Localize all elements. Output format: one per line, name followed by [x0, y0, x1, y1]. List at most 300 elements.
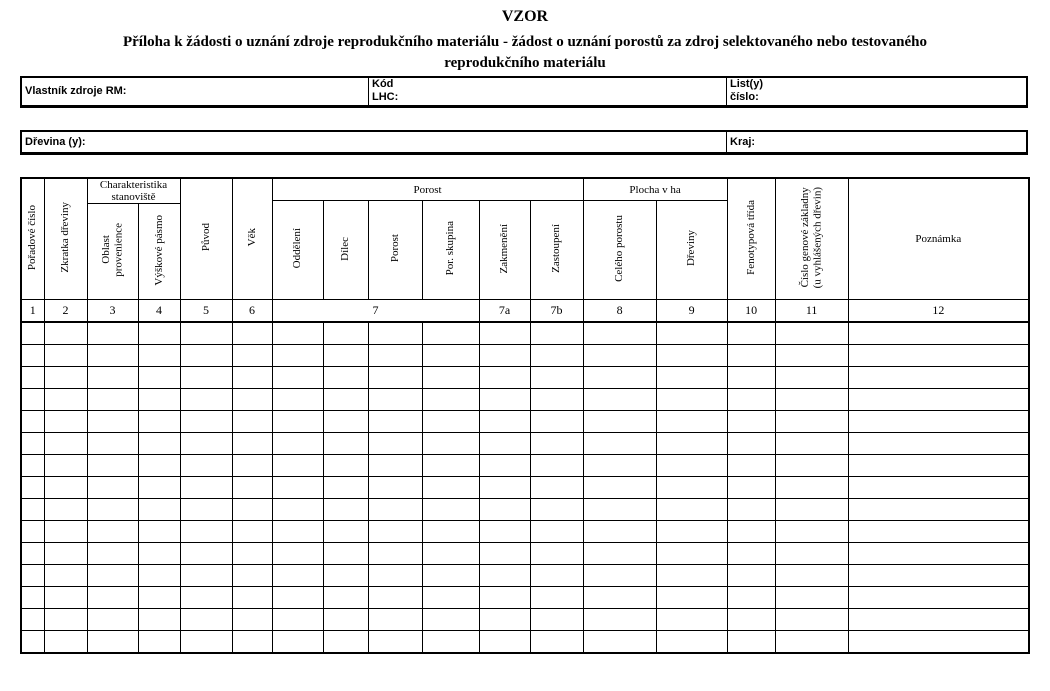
table-cell[interactable]	[583, 433, 656, 455]
table-cell[interactable]	[21, 367, 44, 389]
table-cell[interactable]	[272, 433, 323, 455]
table-row	[21, 543, 1029, 565]
table-cell[interactable]	[530, 455, 583, 477]
table-row	[21, 322, 1029, 345]
column-number: 8	[583, 300, 656, 323]
list-cislo-field[interactable]	[726, 78, 1026, 105]
table-cell[interactable]	[727, 521, 775, 543]
table-cell[interactable]	[232, 521, 272, 543]
table-cell[interactable]	[44, 345, 87, 367]
table-cell[interactable]	[422, 609, 479, 631]
table-cell[interactable]	[848, 433, 1029, 455]
table-cell[interactable]	[479, 411, 530, 433]
table-row	[21, 411, 1029, 433]
table-cell[interactable]	[21, 631, 44, 654]
table-cell[interactable]	[180, 609, 232, 631]
table-cell[interactable]	[272, 521, 323, 543]
table-cell[interactable]	[138, 411, 180, 433]
table-cell[interactable]	[232, 433, 272, 455]
column-number: 2	[44, 300, 87, 323]
table-cell[interactable]	[530, 543, 583, 565]
table-cell[interactable]	[368, 322, 422, 345]
table-cell[interactable]	[479, 521, 530, 543]
table-cell[interactable]	[87, 367, 138, 389]
column-number: 3	[87, 300, 138, 323]
table-cell[interactable]	[272, 477, 323, 499]
table-cell[interactable]	[368, 565, 422, 587]
header-label: Zkratka dřeviny	[59, 202, 72, 273]
table-cell[interactable]	[138, 389, 180, 411]
header-label: Celého porostu	[613, 215, 626, 282]
table-cell[interactable]	[87, 389, 138, 411]
table-cell[interactable]	[422, 345, 479, 367]
table-cell[interactable]	[583, 521, 656, 543]
table-cell[interactable]	[656, 565, 727, 587]
table-cell[interactable]	[848, 367, 1029, 389]
table-cell[interactable]	[479, 609, 530, 631]
table-cell[interactable]	[323, 477, 368, 499]
table-cell[interactable]	[530, 389, 583, 411]
table-cell[interactable]	[21, 587, 44, 609]
header-label: Původ	[199, 223, 212, 252]
table-cell[interactable]	[656, 433, 727, 455]
table-cell[interactable]	[323, 543, 368, 565]
table-cell[interactable]	[87, 631, 138, 654]
table-cell[interactable]	[180, 322, 232, 345]
header-label: Porost	[388, 234, 401, 263]
table-cell[interactable]	[368, 543, 422, 565]
table-cell[interactable]	[44, 367, 87, 389]
table-cell[interactable]	[180, 543, 232, 565]
table-cell[interactable]	[656, 477, 727, 499]
table-cell[interactable]	[87, 565, 138, 587]
table-cell[interactable]	[530, 565, 583, 587]
table-cell[interactable]	[180, 367, 232, 389]
table-cell[interactable]	[232, 587, 272, 609]
table-cell[interactable]	[656, 631, 727, 654]
table-cell[interactable]	[232, 565, 272, 587]
table-cell[interactable]	[44, 322, 87, 345]
table-cell[interactable]	[323, 631, 368, 654]
table-cell[interactable]	[87, 345, 138, 367]
table-cell[interactable]	[530, 433, 583, 455]
table-cell[interactable]	[422, 389, 479, 411]
table-cell[interactable]	[138, 367, 180, 389]
table-cell[interactable]	[479, 477, 530, 499]
table-cell[interactable]	[727, 477, 775, 499]
table-cell[interactable]	[87, 587, 138, 609]
table-cell[interactable]	[272, 543, 323, 565]
table-cell[interactable]	[180, 631, 232, 654]
table-cell[interactable]	[368, 631, 422, 654]
kod-lhc-field[interactable]	[368, 78, 726, 105]
table-cell[interactable]	[87, 521, 138, 543]
table-cell[interactable]	[775, 499, 848, 521]
table-cell[interactable]	[848, 631, 1029, 654]
table-cell[interactable]	[323, 345, 368, 367]
table-cell[interactable]	[530, 631, 583, 654]
drevina-label: Dřevina (y):	[25, 136, 86, 148]
table-cell[interactable]	[422, 455, 479, 477]
table-cell[interactable]	[848, 477, 1029, 499]
table-cell[interactable]	[422, 411, 479, 433]
table-cell[interactable]	[775, 455, 848, 477]
table-cell[interactable]	[44, 433, 87, 455]
table-cell[interactable]	[656, 587, 727, 609]
table-cell[interactable]	[44, 543, 87, 565]
table-cell[interactable]	[272, 455, 323, 477]
table-cell[interactable]	[727, 543, 775, 565]
table-cell[interactable]	[232, 411, 272, 433]
table-cell[interactable]	[44, 499, 87, 521]
table-cell[interactable]	[232, 477, 272, 499]
table-cell[interactable]	[656, 521, 727, 543]
table-cell[interactable]	[368, 587, 422, 609]
column-number: 1	[21, 300, 44, 323]
table-cell[interactable]	[848, 543, 1029, 565]
table-cell[interactable]	[21, 499, 44, 521]
table-cell[interactable]	[232, 609, 272, 631]
table-cell[interactable]	[138, 609, 180, 631]
table-cell[interactable]	[323, 322, 368, 345]
table-cell[interactable]	[422, 587, 479, 609]
table-cell[interactable]	[138, 521, 180, 543]
table-cell[interactable]	[775, 521, 848, 543]
table-cell[interactable]	[180, 477, 232, 499]
header-zastoupeni	[530, 201, 583, 300]
table-cell[interactable]	[775, 565, 848, 587]
table-cell[interactable]	[44, 455, 87, 477]
table-cell[interactable]	[583, 609, 656, 631]
header-vek	[232, 178, 272, 300]
table-cell[interactable]	[272, 411, 323, 433]
table-cell[interactable]	[583, 367, 656, 389]
table-cell[interactable]	[138, 345, 180, 367]
table-cell[interactable]	[138, 587, 180, 609]
header-poznamka: Poznámka	[848, 178, 1029, 300]
table-cell[interactable]	[180, 433, 232, 455]
table-cell[interactable]	[232, 367, 272, 389]
table-cell[interactable]	[87, 433, 138, 455]
table-cell[interactable]	[775, 345, 848, 367]
table-cell[interactable]	[727, 433, 775, 455]
table-cell[interactable]	[87, 455, 138, 477]
table-cell[interactable]	[479, 565, 530, 587]
table-cell[interactable]	[848, 322, 1029, 345]
table-cell[interactable]	[422, 433, 479, 455]
table-cell[interactable]	[530, 587, 583, 609]
table-cell[interactable]	[479, 587, 530, 609]
table-cell[interactable]	[656, 389, 727, 411]
table-cell[interactable]	[87, 609, 138, 631]
table-cell[interactable]	[138, 477, 180, 499]
table-cell[interactable]	[323, 587, 368, 609]
table-cell[interactable]	[656, 499, 727, 521]
document-subtitle-line2: reprodukčního materiálu	[444, 55, 606, 71]
table-cell[interactable]	[138, 455, 180, 477]
table-cell[interactable]	[775, 631, 848, 654]
table-cell[interactable]	[775, 609, 848, 631]
table-cell[interactable]	[479, 345, 530, 367]
table-cell[interactable]	[272, 631, 323, 654]
owner-field[interactable]	[22, 78, 368, 105]
table-cell[interactable]	[848, 521, 1029, 543]
header-vyskove-pasmo	[138, 204, 180, 300]
table-cell[interactable]	[232, 631, 272, 654]
table-cell[interactable]	[848, 389, 1029, 411]
table-cell[interactable]	[727, 499, 775, 521]
table-cell[interactable]	[44, 631, 87, 654]
table-cell[interactable]	[656, 455, 727, 477]
table-cell[interactable]	[530, 345, 583, 367]
table-cell[interactable]	[530, 521, 583, 543]
owner-info-box	[20, 76, 1028, 108]
table-cell[interactable]	[530, 609, 583, 631]
table-cell[interactable]	[727, 565, 775, 587]
table-cell[interactable]	[44, 477, 87, 499]
table-cell[interactable]	[138, 433, 180, 455]
table-cell[interactable]	[44, 521, 87, 543]
table-row	[21, 345, 1029, 367]
table-cell[interactable]	[656, 322, 727, 345]
column-number-row	[21, 300, 1029, 323]
table-cell[interactable]	[272, 367, 323, 389]
table-cell[interactable]	[656, 609, 727, 631]
table-cell[interactable]	[583, 631, 656, 654]
table-cell[interactable]	[87, 477, 138, 499]
table-cell[interactable]	[323, 411, 368, 433]
table-cell[interactable]	[479, 367, 530, 389]
table-row	[21, 477, 1029, 499]
header-porost	[368, 201, 422, 300]
column-number: 12	[848, 300, 1029, 323]
table-cell[interactable]	[21, 455, 44, 477]
table-cell[interactable]	[232, 455, 272, 477]
table-cell[interactable]	[272, 499, 323, 521]
header-por-skupina	[422, 201, 479, 300]
table-cell[interactable]	[138, 322, 180, 345]
table-cell[interactable]	[44, 587, 87, 609]
table-cell[interactable]	[21, 433, 44, 455]
table-cell[interactable]	[848, 455, 1029, 477]
table-cell[interactable]	[368, 521, 422, 543]
table-cell[interactable]	[727, 411, 775, 433]
table-cell[interactable]	[138, 499, 180, 521]
table-cell[interactable]	[232, 389, 272, 411]
table-cell[interactable]	[727, 609, 775, 631]
table-cell[interactable]	[583, 389, 656, 411]
table-cell[interactable]	[368, 499, 422, 521]
table-cell[interactable]	[44, 565, 87, 587]
header-label: Výškové pásmo	[152, 214, 165, 286]
table-cell[interactable]	[21, 609, 44, 631]
table-row	[21, 389, 1029, 411]
table-row	[21, 609, 1029, 631]
header-label: Dílec	[339, 236, 352, 261]
table-cell[interactable]	[44, 609, 87, 631]
table-cell[interactable]	[479, 455, 530, 477]
table-cell[interactable]	[368, 433, 422, 455]
table-cell[interactable]	[530, 367, 583, 389]
table-cell[interactable]	[272, 322, 323, 345]
table-cell[interactable]	[656, 543, 727, 565]
table-cell[interactable]	[656, 411, 727, 433]
table-cell[interactable]	[272, 565, 323, 587]
table-cell[interactable]	[848, 565, 1029, 587]
table-cell[interactable]	[180, 565, 232, 587]
table-row	[21, 499, 1029, 521]
table-cell[interactable]	[422, 477, 479, 499]
table-cell[interactable]	[775, 477, 848, 499]
table-cell[interactable]	[323, 565, 368, 587]
header-label	[799, 187, 824, 288]
table-cell[interactable]	[727, 322, 775, 345]
table-cell[interactable]	[323, 499, 368, 521]
table-cell[interactable]	[21, 521, 44, 543]
table-cell[interactable]	[583, 345, 656, 367]
header-zakmeneni	[479, 201, 530, 300]
table-cell[interactable]	[272, 389, 323, 411]
table-cell[interactable]	[323, 455, 368, 477]
table-cell[interactable]	[368, 609, 422, 631]
table-cell[interactable]	[180, 345, 232, 367]
table-cell[interactable]	[479, 433, 530, 455]
table-cell[interactable]	[422, 631, 479, 654]
table-cell[interactable]	[530, 411, 583, 433]
table-cell[interactable]	[775, 587, 848, 609]
drevina-field[interactable]	[22, 132, 726, 152]
table-cell[interactable]	[656, 367, 727, 389]
table-cell[interactable]	[775, 389, 848, 411]
table-cell[interactable]	[368, 455, 422, 477]
table-cell[interactable]	[368, 367, 422, 389]
table-cell[interactable]	[775, 367, 848, 389]
table-cell[interactable]	[21, 565, 44, 587]
table-cell[interactable]	[530, 477, 583, 499]
table-cell[interactable]	[180, 521, 232, 543]
table-cell[interactable]	[323, 433, 368, 455]
table-cell[interactable]	[180, 587, 232, 609]
table-cell[interactable]	[44, 411, 87, 433]
table-cell[interactable]	[138, 543, 180, 565]
table-cell[interactable]	[323, 609, 368, 631]
table-cell[interactable]	[530, 499, 583, 521]
table-cell[interactable]	[138, 631, 180, 654]
table-cell[interactable]	[727, 389, 775, 411]
table-cell[interactable]	[479, 389, 530, 411]
table-cell[interactable]	[848, 609, 1029, 631]
table-cell[interactable]	[232, 499, 272, 521]
table-cell[interactable]	[368, 411, 422, 433]
table-cell[interactable]	[848, 499, 1029, 521]
species-box	[20, 130, 1028, 155]
table-cell[interactable]	[727, 345, 775, 367]
table-cell[interactable]	[727, 455, 775, 477]
table-cell[interactable]	[775, 322, 848, 345]
table-cell[interactable]	[775, 433, 848, 455]
table-cell[interactable]	[272, 609, 323, 631]
table-cell[interactable]	[138, 565, 180, 587]
table-cell[interactable]	[422, 499, 479, 521]
table-cell[interactable]	[323, 389, 368, 411]
table-cell[interactable]	[422, 367, 479, 389]
table-cell[interactable]	[87, 543, 138, 565]
table-cell[interactable]	[727, 587, 775, 609]
table-cell[interactable]	[479, 322, 530, 345]
table-cell[interactable]	[422, 521, 479, 543]
table-cell[interactable]	[775, 543, 848, 565]
table-cell[interactable]	[21, 389, 44, 411]
table-cell[interactable]	[272, 587, 323, 609]
table-cell[interactable]	[21, 477, 44, 499]
table-cell[interactable]	[583, 411, 656, 433]
table-cell[interactable]	[422, 322, 479, 345]
table-cell[interactable]	[180, 411, 232, 433]
table-cell[interactable]	[323, 367, 368, 389]
table-cell[interactable]	[323, 521, 368, 543]
table-cell[interactable]	[656, 345, 727, 367]
table-cell[interactable]	[583, 499, 656, 521]
table-cell[interactable]	[180, 389, 232, 411]
table-cell[interactable]	[583, 322, 656, 345]
header-label: Zastoupení	[550, 224, 563, 273]
table-cell[interactable]	[272, 345, 323, 367]
table-cell[interactable]	[422, 543, 479, 565]
table-cell[interactable]	[368, 389, 422, 411]
table-cell[interactable]	[479, 631, 530, 654]
table-cell[interactable]	[479, 499, 530, 521]
table-cell[interactable]	[530, 322, 583, 345]
table-cell[interactable]	[479, 543, 530, 565]
table-cell[interactable]	[368, 345, 422, 367]
table-cell[interactable]	[727, 631, 775, 654]
table-cell[interactable]	[422, 565, 479, 587]
table-cell[interactable]	[44, 389, 87, 411]
table-row	[21, 433, 1029, 455]
table-cell[interactable]	[180, 455, 232, 477]
table-cell[interactable]	[21, 322, 44, 345]
table-cell[interactable]	[848, 411, 1029, 433]
header-label: Pořadové číslo	[26, 204, 39, 271]
header-plocha-group: Plocha v ha	[583, 178, 727, 201]
table-cell[interactable]	[583, 477, 656, 499]
table-cell[interactable]	[848, 587, 1029, 609]
kraj-field[interactable]	[726, 132, 1026, 152]
table-cell[interactable]	[583, 543, 656, 565]
table-cell[interactable]	[368, 477, 422, 499]
table-cell[interactable]	[232, 543, 272, 565]
table-cell[interactable]	[727, 367, 775, 389]
table-cell[interactable]	[21, 345, 44, 367]
table-cell[interactable]	[180, 499, 232, 521]
document-title: VZOR	[501, 8, 549, 25]
table-cell[interactable]	[583, 565, 656, 587]
document-subtitle: Příloha k žádosti o uznání zdroje reprodukčního materiálu - žádost o uznání porostů za zdroj selektovaného nebo testovaného	[122, 34, 928, 50]
column-number: 7	[272, 300, 479, 323]
table-cell[interactable]	[21, 543, 44, 565]
table-cell[interactable]	[87, 411, 138, 433]
table-cell[interactable]	[232, 322, 272, 345]
table-cell[interactable]	[775, 411, 848, 433]
table-cell[interactable]	[583, 455, 656, 477]
table-cell[interactable]	[583, 587, 656, 609]
table-cell[interactable]	[232, 345, 272, 367]
table-cell[interactable]	[21, 411, 44, 433]
table-cell[interactable]	[848, 345, 1029, 367]
table-cell[interactable]	[87, 322, 138, 345]
table-cell[interactable]	[87, 499, 138, 521]
column-number: 11	[775, 300, 848, 323]
